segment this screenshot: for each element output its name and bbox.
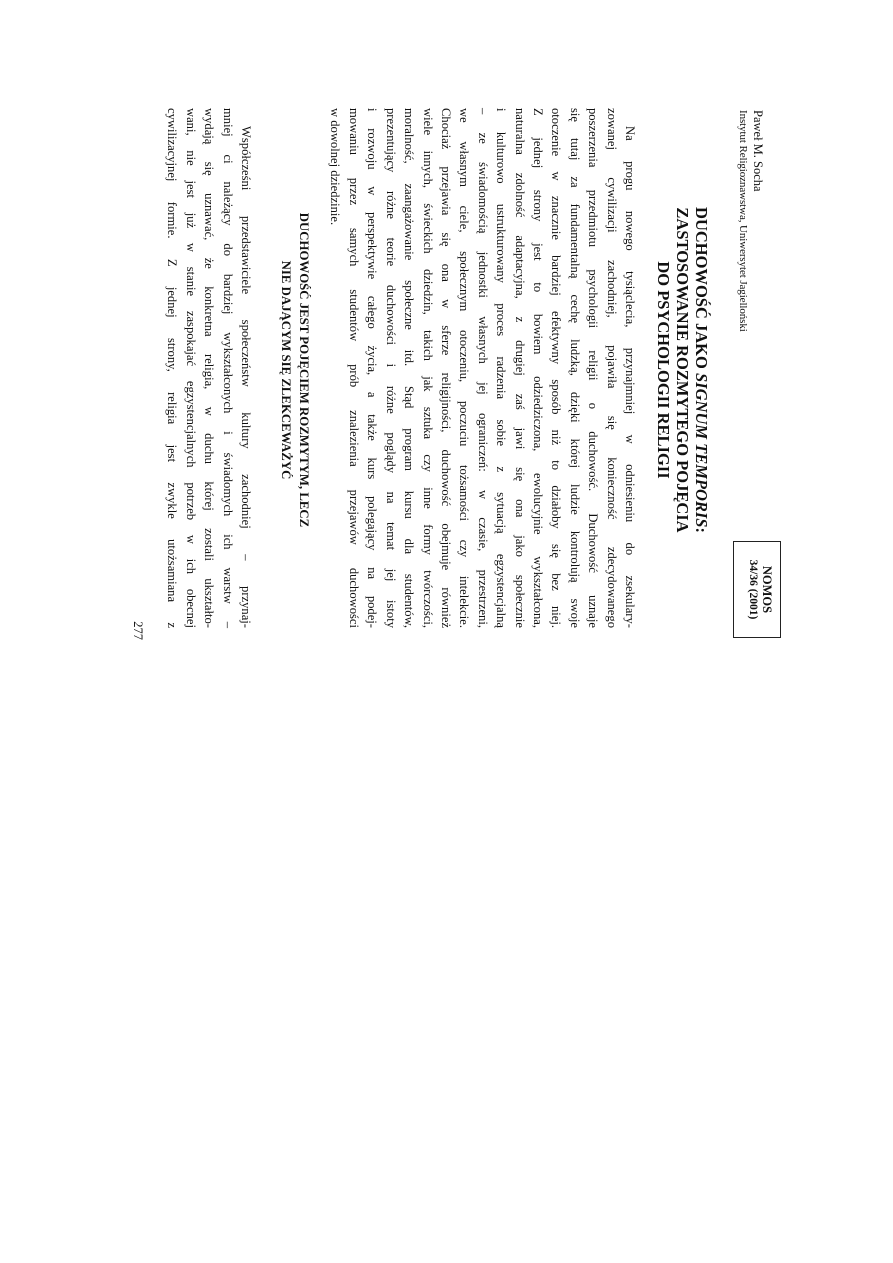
text-line: wiele innych, świeckich dziedzin, takich jak sztuka czy inne formy twórczości, [420,108,435,628]
text-line: zowanej cywilizacji zachodniej, pojawiła się konieczność zdecydowanego [604,108,619,628]
page-header [725,100,785,640]
page-number: 277 [131,621,145,640]
title-line-3: DO PSYCHOLOGII RELIGII [654,261,673,479]
text-line: wydają się uznawać, że konkretna religia, w duchu której zostali ukształto- [202,108,217,628]
text-line: prezentujący różne teorie duchowości i różne poglądy na temat jej istoty [383,108,398,628]
text-line: mniej ci należący do bardziej wykształconych i świadomych ich warstw – [220,108,235,628]
paragraph-intro [326,108,639,628]
text-line: we własnym ciele, społecznym otoczeniu, poczuciu tożsamości czy intelekcie. [457,108,472,628]
author-institution: Instytut Religioznawstwa, Uniwersytet Jagielloński [737,110,749,332]
section-heading-line-2: NIE DAJĄCYM SIĘ ZLEKCEWAŻYĆ [279,260,293,480]
text-line: poszerzenia przedmiotu psychologii religii o duchowość. Duchowość uznaje [586,108,601,628]
text-line: moralność, zaangażowanie społeczne itd. Stąd program kursu dla studentów, [402,108,417,628]
text-line: cywilizacyjnej formie. Z jednej strony, religia jest zwykle utożsamiana z [165,108,180,628]
paragraph-section [163,108,255,628]
rotated-page-content [125,100,785,640]
text-line: mowaniu przez samych studentów prób znalezienia przejawów duchowości [346,108,361,628]
author-name: Paweł M. Socha [751,110,765,192]
journal-box [733,541,781,638]
text-line: Chociaż przejawia się ona w sferze religijności, duchowość obejmuje również [438,108,453,628]
text-line: naturalna zdolność adaptacyjna, z drugiej zaś jawi się ona jako społecznie [512,108,527,628]
section-heading-line-1: DUCHOWOŚĆ JEST POJĘCIEM ROZMYTYM, LECZ [297,212,311,528]
text-line: Współcześni przedstawiciele społeczeństw kultury zachodniej – przynaj- [239,126,253,628]
text-line: Na progu nowego tysiąclecia, przynajmniej w odniesieniu do zsekulary- [623,126,637,628]
title-line-1: DUCHOWOŚĆ JAKO SIGNUM TEMPORIS: [692,207,711,533]
text-line: otoczenie w znacznie bardziej efektywny sposób niż to działoby się bez niej. [549,108,564,628]
text-line: i kulturowo ustrukturowany proces radzenia sobie z sytuacją egzystencjalną [494,108,509,628]
section-heading [277,100,313,640]
article-title [654,100,711,640]
text-line: się tutaj za fundamentalną cechę ludzką, dzięki której ludzie kontrolują swoje [567,108,582,628]
text-line: w dowolnej dziedzinie. [328,108,343,226]
journal-name: NOMOS [760,565,774,614]
title-line-2: ZASTOSOWANIE ROZMYTEGO POJĘCIA [673,207,692,533]
text-line: i rozwoju w perspektywie całego życia, a także kurs polegający na podej- [365,108,380,628]
text-line: – ze świadomością jednostki własnych jej ograniczeń: w czasie, przestrzeni, [475,108,490,628]
text-line: Z jednej strony jest to bowiem odziedziczona, ewolucyjnie wykształcona, [530,108,545,628]
title-italic: SIGNUM TEMPORIS [692,372,711,528]
journal-issue: 34/36 (2001) [747,559,759,620]
text-line: wani, nie jest już w stanie zaspokajać egzystencjalnych potrzeb w ich obecnej [183,108,198,628]
